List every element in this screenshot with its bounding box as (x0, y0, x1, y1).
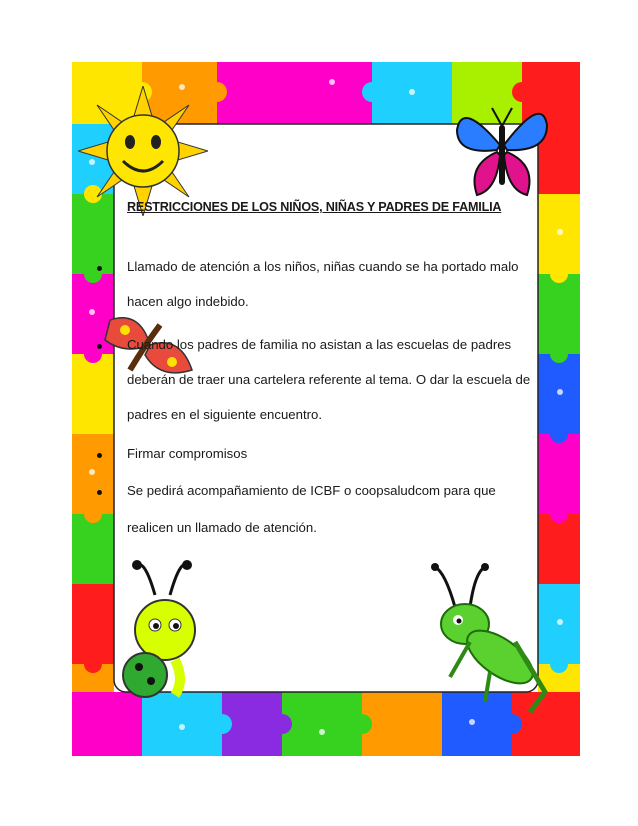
bullet-dot (97, 266, 102, 271)
list-item-line: Cuando los padres de familia no asistan a las escuelas de padres (127, 337, 512, 352)
bullet-dot (97, 344, 102, 349)
ladybug-bee-icon (115, 555, 220, 710)
list-item-line: padres en el siguiente encuentro. (127, 407, 323, 422)
bullet-dot (97, 453, 102, 458)
bullet-dot (97, 490, 102, 495)
list-item-line: Firmar compromisos (127, 446, 248, 461)
list-item-line: realicen un llamado de atención. (127, 520, 317, 535)
list-item-line: deberán de traer una cartelera referente al tema. O dar la escuela de (127, 372, 531, 387)
list-item-line: hacen algo indebido. (127, 294, 249, 309)
list-item-line: Llamado de atención a los niños, niñas cuando se ha portado malo (127, 259, 519, 274)
grasshopper-icon (420, 562, 555, 727)
butterfly-icon (452, 90, 552, 210)
document-title: RESTRICCIONES DE LOS NIÑOS, NIÑAS Y PADRES DE FAMILIA (127, 200, 502, 214)
list-item-line: Se pedirá acompañamiento de ICBF o coopsaludcom para que (127, 483, 496, 498)
